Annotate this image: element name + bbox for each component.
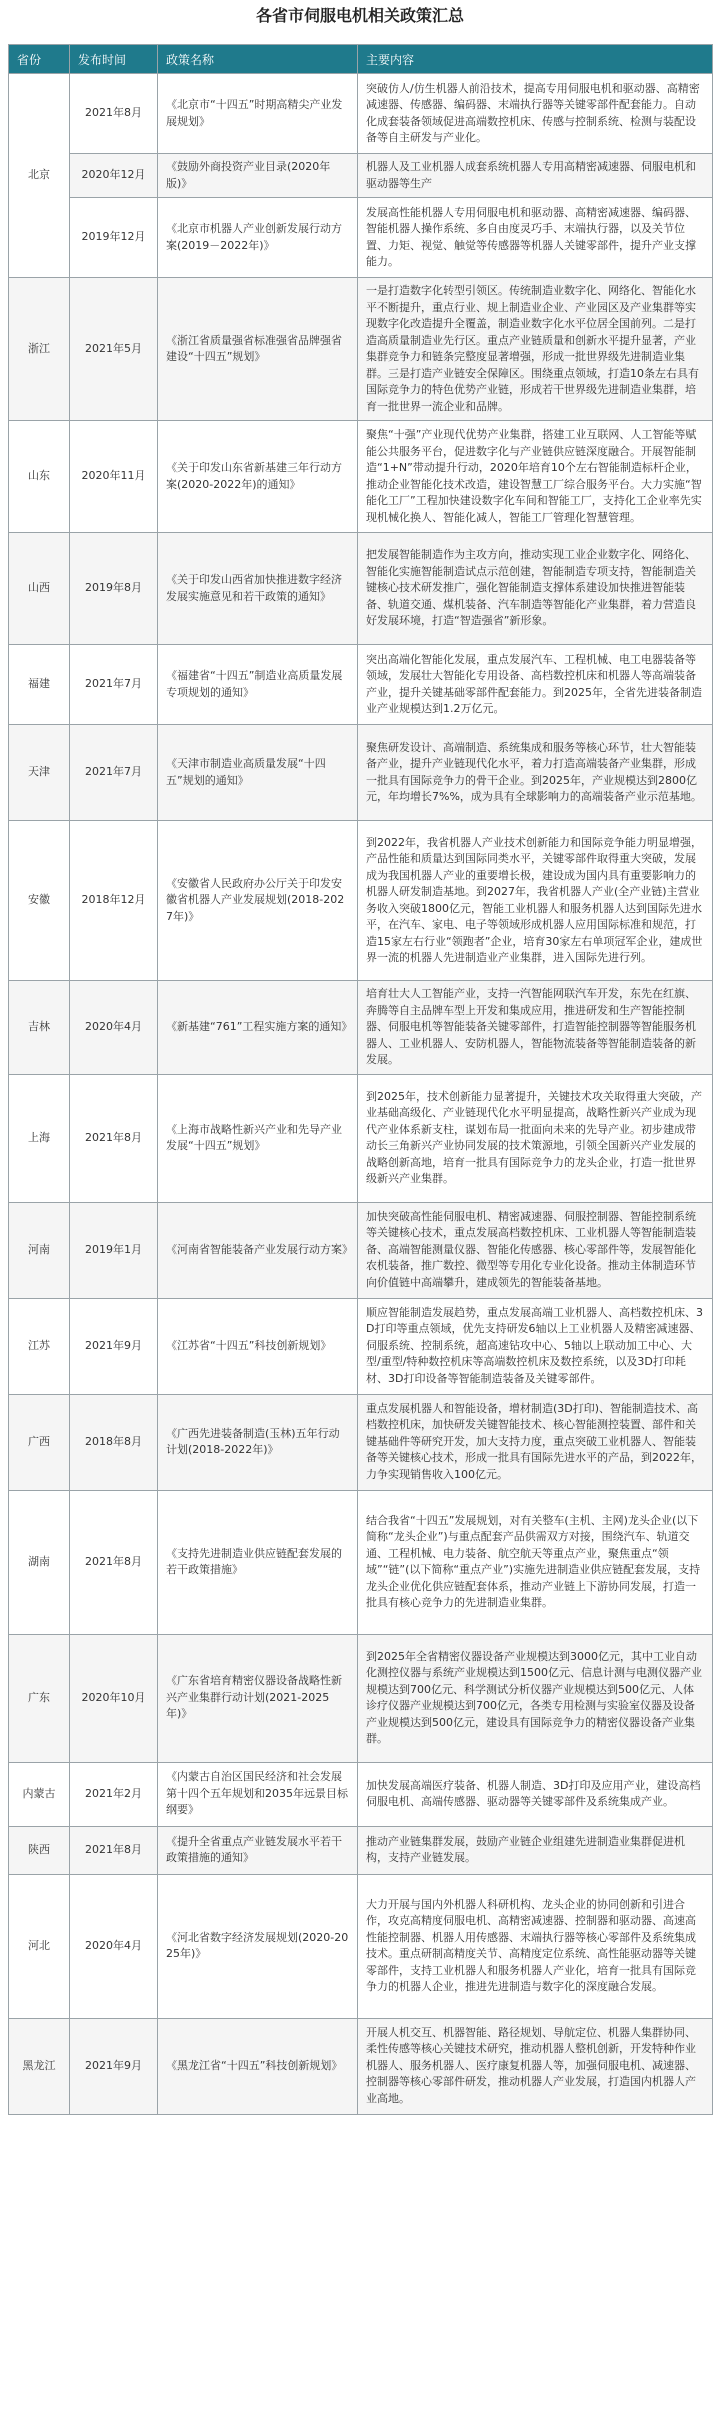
policy-name-cell: 《提升全省重点产业链发展水平若干政策措施的通知》: [158, 1826, 358, 1874]
table-header-row: [9, 45, 713, 74]
province-cell: 福建: [9, 645, 70, 725]
table-row: [9, 74, 713, 154]
table-row: [9, 1762, 713, 1826]
content-cell: 开展人机交互、机器智能、路径规划、导航定位、机器人集群协同、柔性传感等核心关键技术研究，推动机器人整机创新，开发特种作业机器人、服务机器人、医疗康复机器人等，加强伺服电机、减速器、控制器等核心零部件研发，推动机器人产业发展，打造国内机器人产业高地。: [358, 2018, 713, 2114]
content-cell: 加快发展高端医疗装备、机器人制造、3D打印及应用产业，建设高档伺服电机、高端传感器、驱动器等关键零部件及系统集成产业。: [358, 1762, 713, 1826]
province-cell: 北京: [9, 74, 70, 278]
date-cell: 2021年9月: [70, 2018, 158, 2114]
province-cell: 上海: [9, 1074, 70, 1202]
policy-name-cell: 《北京市机器人产业创新发展行动方案(2019－2022年)》: [158, 198, 358, 278]
table-row: [9, 725, 713, 821]
table-row: [9, 1490, 713, 1634]
policy-name-cell: 《江苏省“十四五”科技创新规划》: [158, 1298, 358, 1394]
date-cell: 2021年8月: [70, 1490, 158, 1634]
content-cell: 推动产业链集群发展，鼓励产业链企业组建先进制造业集群促进机构，支持产业链发展。: [358, 1826, 713, 1874]
content-cell: 一是打造数字化转型引领区。传统制造业数字化、网络化、智能化水平不断提升，重点行业、规上制造业企业、产业园区及产业集群等实现数字化改造提升全覆盖，制造业数字化水平位居全国前列。二是打造高质量制造业先行区。重点产业链质量和创新水平提升显著，产业集群竞争力和链条完整度显著增强，形成一批世界级先进制造业集群。三是打造产业链安全保障区。围绕重点领域，打造10条左右具有国际竞争力的特色优势产业链，形成若干世界级先进制造业集群，培育一批世界一流企业和品牌。: [358, 278, 713, 421]
date-cell: 2021年7月: [70, 725, 158, 821]
header-content: 主要内容: [358, 45, 713, 74]
date-cell: 2018年12月: [70, 821, 158, 981]
content-cell: 大力开展与国内外机器人科研机构、龙头企业的协同创新和引进合作，攻克高精度伺服电机、高精密减速器、控制器和驱动器、高速高性能控制器、机器人用传感器、末端执行器等核心零部件及系统集成技术。重点研制高精度关节、高精度定位系统、高性能驱动器等关键零部件，支持工业机器人和服务机器人产业化，培育一批具有国际竞争力的机器人企业，推进先进制造与数字化的深度融合发展。: [358, 1874, 713, 2018]
province-cell: 山西: [9, 533, 70, 645]
date-cell: 2019年12月: [70, 198, 158, 278]
table-row: [9, 981, 713, 1075]
policy-name-cell: 《河南省智能装备产业发展行动方案》: [158, 1202, 358, 1298]
table-row: [9, 1634, 713, 1762]
header-date: 发布时间: [70, 45, 158, 74]
table-row: [9, 1874, 713, 2018]
table-row: [9, 645, 713, 725]
province-cell: 陕西: [9, 1826, 70, 1874]
table-row: [9, 278, 713, 421]
policy-name-cell: 《天津市制造业高质量发展“十四五”规划的通知》: [158, 725, 358, 821]
province-cell: 内蒙古: [9, 1762, 70, 1826]
date-cell: 2020年12月: [70, 154, 158, 198]
table-row: [9, 1074, 713, 1202]
content-cell: 聚焦“十强”产业现代优势产业集群，搭建工业互联网、人工智能等赋能公共服务平台，促进数字化与产业链供应链深度融合。开展智能制造“1+N”带动提升行动，2020年培育10个左右智能制造标杆企业，推动企业智能化技术改造，建设智慧工厂综合服务平台。大力实施“智能化工厂”工程加快建设数字化车间和智能工厂，支持化工企业率先实现机械化换人、智能化减人，智能工厂管理化智慧管理。: [358, 421, 713, 533]
content-cell: 到2025年，技术创新能力显著提升，关键技术攻关取得重大突破，产业基础高级化、产业链现代化水平明显提高，战略性新兴产业成为现代产业体系新支柱，谋划布局一批面向未来的先导产业。初步建成带动长三角新兴产业协同发展的技术策源地，引领全国新兴产业发展的战略创新高地，培育一批具有国际竞争力的龙头企业，打造一批世界级新兴产业集群。: [358, 1074, 713, 1202]
header-province: 省份: [9, 45, 70, 74]
province-cell: 河南: [9, 1202, 70, 1298]
content-cell: 到2022年，我省机器人产业技术创新能力和国际竞争能力明显增强，产品性能和质量达到国际同类水平，关键零部件取得重大突破，发展成为我国机器人产业的重要增长极，建设成为国内具有重要影响力的机器人研发制造基地。到2027年，我省机器人产业(全产业链)主营业务收入突破1800亿元，智能工业机器人和服务机器人达到国际先进水平，在汽车、家电、电子等领域形成机器人应用国际标准和规范，打造15家左右行业“领跑者”企业，培育30家左右单项冠军企业，建成世界一流的机器人先进制造业产业集群，进入国际先进行列。: [358, 821, 713, 981]
policy-name-cell: 《广西先进装备制造(玉林)五年行动计划(2018-2022年)》: [158, 1394, 358, 1490]
province-cell: 黑龙江: [9, 2018, 70, 2114]
province-cell: 湖南: [9, 1490, 70, 1634]
policy-name-cell: 《内蒙古自治区国民经济和社会发展第十四个五年规划和2035年远景目标纲要》: [158, 1762, 358, 1826]
table-row: [9, 421, 713, 533]
table-row: [9, 1826, 713, 1874]
table-row: [9, 1394, 713, 1490]
date-cell: 2020年4月: [70, 1874, 158, 2018]
policy-name-cell: 《上海市战略性新兴产业和先导产业发展“十四五”规划》: [158, 1074, 358, 1202]
table-row: [9, 1298, 713, 1394]
date-cell: 2021年7月: [70, 645, 158, 725]
date-cell: 2021年5月: [70, 278, 158, 421]
header-policy: 政策名称: [158, 45, 358, 74]
table-row: [9, 154, 713, 198]
date-cell: 2021年8月: [70, 1074, 158, 1202]
province-cell: 浙江: [9, 278, 70, 421]
province-cell: 广西: [9, 1394, 70, 1490]
content-cell: 把发展智能制造作为主攻方向，推动实现工业企业数字化、网络化、智能化实施智能制造试点示范创建，智能制造专项支持，智能制造关键核心技术研发推广，强化智能制造支撑体系建设加快推进智能装备、轨道交通、煤机装备、汽车制造等智能化产业集群，着力营造良好发展环境，打造“智造强省”新形象。: [358, 533, 713, 645]
province-cell: 吉林: [9, 981, 70, 1075]
content-cell: 到2025年全省精密仪器设备产业规模达到3000亿元，其中工业自动化测控仪器与系统产业规模达到1500亿元、信息计测与电测仪器产业规模达到700亿元、科学测试分析仪器产业规模达到500亿元、人体诊疗仪器产业规模达到700亿元，各类专用检测与实验室仪器及设备产业规模达到500亿元，建设具有国际竞争力的精密仪器设备产业集群。: [358, 1634, 713, 1762]
date-cell: 2019年8月: [70, 533, 158, 645]
content-cell: 顺应智能制造发展趋势，重点发展高端工业机器人、高档数控机床、3D打印等重点领域，优先支持研发6轴以上工业机器人及精密减速器、伺服系统、控制系统，超高速钻攻中心、5轴以上联动加工中心、大型/重型/特种数控机床等高端数控机床及数控系统，以及3D打印耗材、3D打印设备等智能制造装备及关键零部件。: [358, 1298, 713, 1394]
content-cell: 结合我省“十四五”发展规划，对有关整车(主机、主网)龙头企业(以下简称“龙头企业”)与重点配套产品供需双方对接，围绕汽车、轨道交通、工程机械、电力装备、航空航天等重点产业，聚焦重点“领域”“链”(以下简称“重点产业”)实施先进制造业供应链配套发展，支持龙头企业优化供应链配套体系，推动产业链上下游协同发展，打造一批具有核心竞争力的先进制造业集群。: [358, 1490, 713, 1634]
policy-name-cell: 《鼓励外商投资产业目录(2020年版)》: [158, 154, 358, 198]
policy-name-cell: 《北京市“十四五”时期高精尖产业发展规划》: [158, 74, 358, 154]
content-cell: 重点发展机器人和智能设备，增材制造(3D打印)、智能制造技术、高档数控机床，加快研发关键智能技术、核心智能测控装置、部件和关键基础件等研究开发，加大支持力度，重点突破工业机器人、智能装备等关键核心技术，形成一批具有国际先进水平的产品，到2022年，力争实现销售收入100亿元。: [358, 1394, 713, 1490]
date-cell: 2020年4月: [70, 981, 158, 1075]
table-row: [9, 533, 713, 645]
policy-table: [8, 44, 713, 2115]
province-cell: 广东: [9, 1634, 70, 1762]
content-cell: 突破仿人/仿生机器人前沿技术，提高专用伺服电机和驱动器、高精密减速器、传感器、编码器、末端执行器等关键零部件配套能力。自动化成套装备领域促进高端数控机床、传感与控制系统、检测与装配设备等自主研发与产业化。: [358, 74, 713, 154]
policy-name-cell: 《新基建“761”工程实施方案的通知》: [158, 981, 358, 1075]
policy-name-cell: 《广东省培育精密仪器设备战略性新兴产业集群行动计划(2021-2025年)》: [158, 1634, 358, 1762]
table-row: [9, 2018, 713, 2114]
content-cell: 机器人及工业机器人成套系统机器人专用高精密减速器、伺服电机和驱动器等生产: [358, 154, 713, 198]
table-row: [9, 1202, 713, 1298]
date-cell: 2021年9月: [70, 1298, 158, 1394]
date-cell: 2021年8月: [70, 1826, 158, 1874]
policy-name-cell: 《河北省数字经济发展规划(2020-2025年)》: [158, 1874, 358, 2018]
province-cell: 河北: [9, 1874, 70, 2018]
policy-name-cell: 《浙江省质量强省标准强省品牌强省建设“十四五”规划》: [158, 278, 358, 421]
province-cell: 山东: [9, 421, 70, 533]
policy-name-cell: 《关于印发山西省加快推进数字经济发展实施意见和若干政策的通知》: [158, 533, 358, 645]
content-cell: 突出高端化智能化发展，重点发展汽车、工程机械、电工电器装备等领域，发展壮大智能化专用设备、高档数控机床和机器人等高端装备产业，提升关键基础零部件配套能力。到2025年，全省先进装备制造业产业规模达到1.2万亿元。: [358, 645, 713, 725]
date-cell: 2018年8月: [70, 1394, 158, 1490]
content-cell: 培育壮大人工智能产业，支持一汽智能网联汽车开发，东先在红旗、奔腾等自主品牌车型上开发和集成应用，推进研发和生产智能控制器、伺服电机等智能装备关键零部件，打造智能控制器等智能服务机器人、工业机器人、安防机器人，智能物流装备等智能制造装备的新发展。: [358, 981, 713, 1075]
content-cell: 加快突破高性能伺服电机、精密减速器、伺服控制器、智能控制系统等关键核心技术，重点发展高档数控机床、工业机器人等智能制造装备、高端智能测量仪器、智能化传感器、核心零部件等，发展智能化农机装备，推广数控、微型等专用化专业化设备。推动主体制造环节向价值链中高端攀升，建成领先的智能装备基地。: [358, 1202, 713, 1298]
date-cell: 2019年1月: [70, 1202, 158, 1298]
province-cell: 天津: [9, 725, 70, 821]
policy-name-cell: 《黑龙江省“十四五”科技创新规划》: [158, 2018, 358, 2114]
policy-name-cell: 《安徽省人民政府办公厅关于印发安徽省机器人产业发展规划(2018-2027年)》: [158, 821, 358, 981]
policy-name-cell: 《福建省“十四五”制造业高质量发展专项规划的通知》: [158, 645, 358, 725]
date-cell: 2021年2月: [70, 1762, 158, 1826]
date-cell: 2020年10月: [70, 1634, 158, 1762]
date-cell: 2021年8月: [70, 74, 158, 154]
table-row: [9, 821, 713, 981]
policy-name-cell: 《支持先进制造业供应链配套发展的若干政策措施》: [158, 1490, 358, 1634]
table-row: [9, 198, 713, 278]
page-title: 各省市伺服电机相关政策汇总: [255, 6, 464, 25]
province-cell: 安徽: [9, 821, 70, 981]
province-cell: 江苏: [9, 1298, 70, 1394]
content-cell: 聚焦研发设计、高端制造、系统集成和服务等核心环节，壮大智能装备产业，提升产业链现代化水平，着力打造高端装备产业集群，形成一批具有国际竞争力的骨干企业。到2025年，产业规模达到2800亿元，年均增长7%%，成为具有全球影响力的高端装备产业示范基地。: [358, 725, 713, 821]
content-cell: 发展高性能机器人专用伺服电机和驱动器、高精密减速器、编码器、智能机器人操作系统、多自由度灵巧手、末端执行器，以及关节位置、力矩、视觉、触觉等传感器等机器人关键零部件，提升产业支撑能力。: [358, 198, 713, 278]
policy-name-cell: 《关于印发山东省新基建三年行动方案(2020-2022年)的通知》: [158, 421, 358, 533]
date-cell: 2020年11月: [70, 421, 158, 533]
